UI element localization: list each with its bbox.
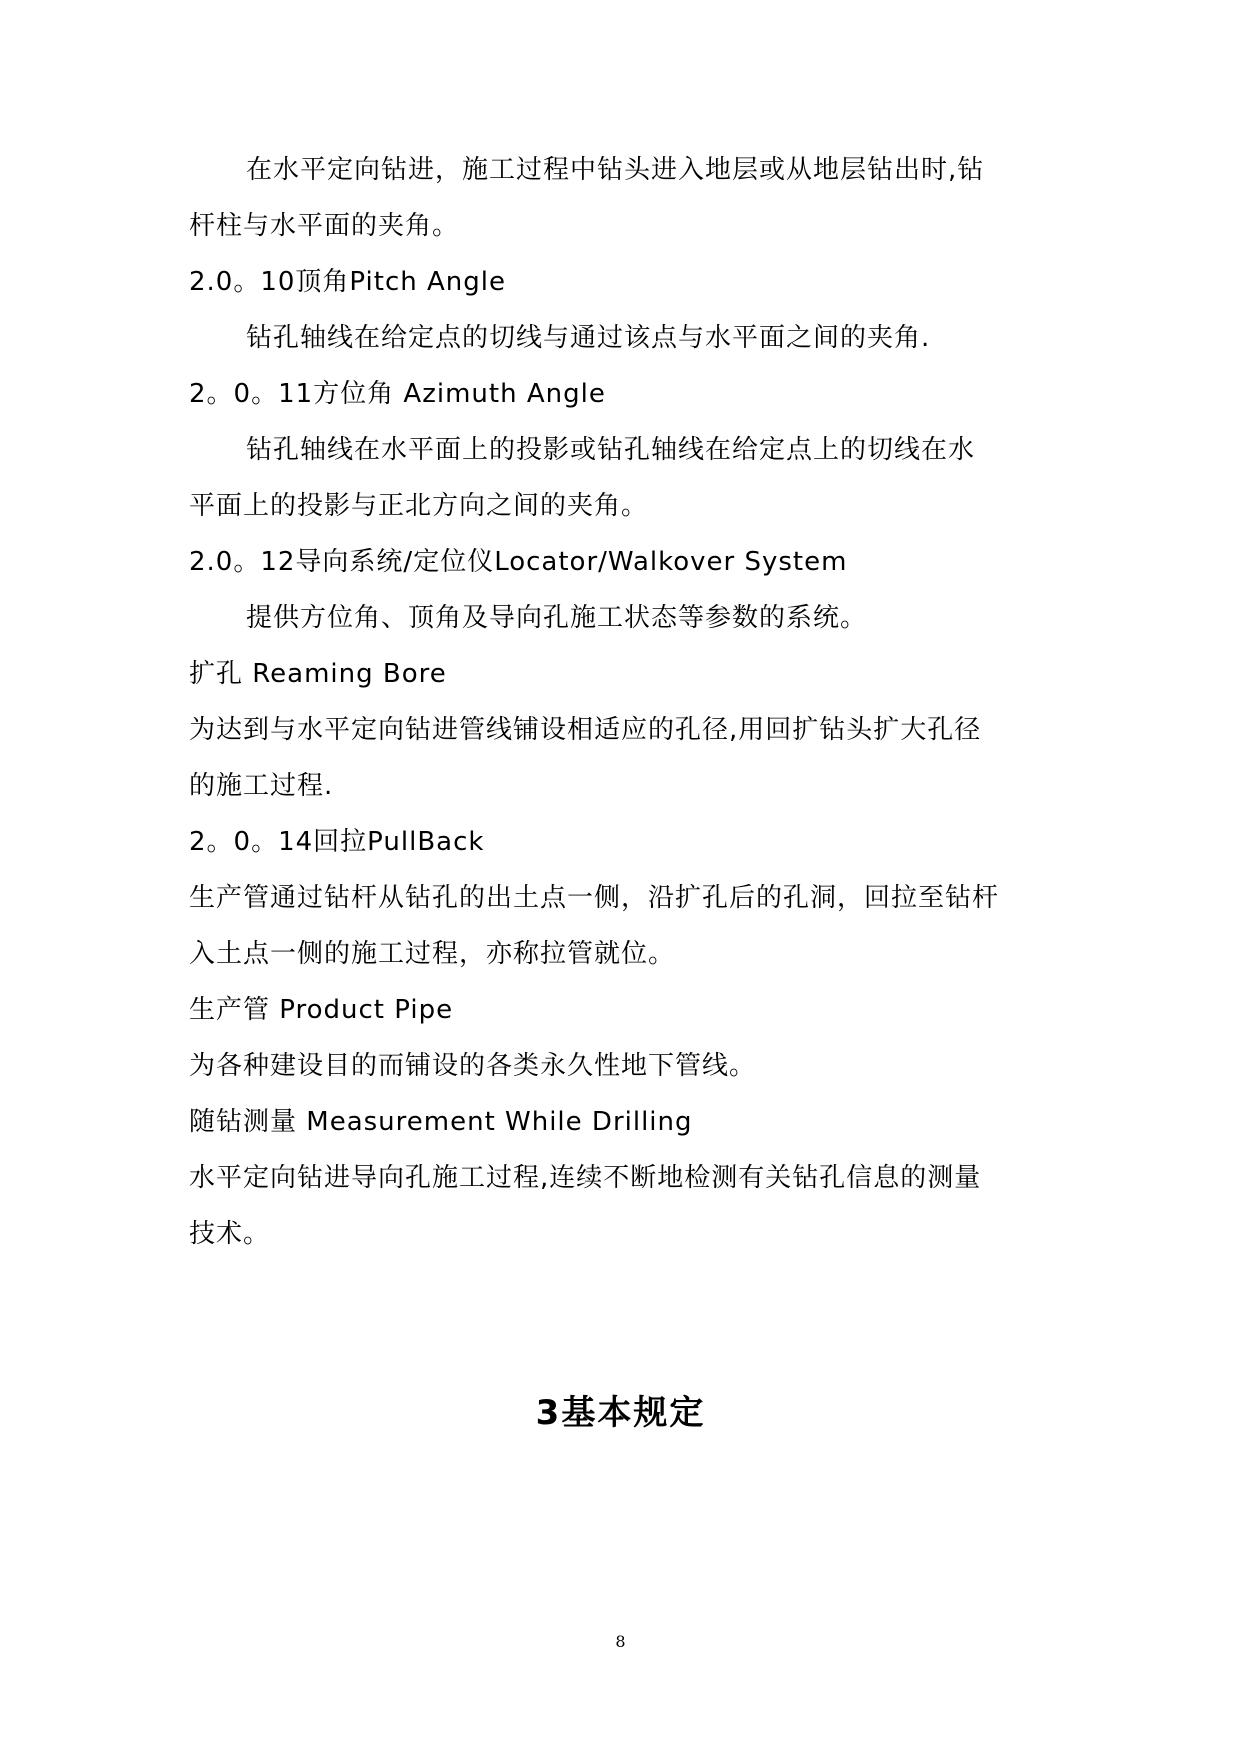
paragraph-line: 为各种建设目的而铺设的各类永久性地下管线。	[189, 1051, 757, 1081]
page-number: 8	[615, 1632, 626, 1651]
paragraph-line: 提供方位角、顶角及导向孔施工状态等参数的系统。	[246, 603, 868, 633]
paragraph-line: 的施工过程.	[189, 771, 334, 801]
term-heading: 生产管 Product Pipe	[189, 995, 454, 1025]
paragraph-line: 为达到与水平定向钻进管线铺设相适应的孔径,用回扩钻头扩大孔径	[189, 715, 982, 745]
term-heading: 2。0。11方位角 Azimuth Angle	[189, 379, 606, 409]
term-heading: 扩孔 Reaming Bore	[189, 659, 447, 689]
paragraph-line: 杆柱与水平面的夹角。	[189, 211, 460, 241]
paragraph-line: 技术。	[189, 1219, 271, 1249]
paragraph-line: 生产管通过钻杆从钻孔的出土点一侧，沿扩孔后的孔洞，回拉至钻杆	[189, 883, 1000, 913]
term-heading: 2.0。12导向系统/定位仪Locator/Walkover System	[189, 547, 848, 577]
paragraph-line: 水平定向钻进导向孔施工过程,连续不断地检测有关钻孔信息的测量	[189, 1163, 982, 1193]
paragraph-line: 在水平定向钻进，施工过程中钻头进入地层或从地层钻出时,钻	[246, 155, 985, 185]
term-heading: 2。0。14回拉PullBack	[189, 827, 485, 857]
section-heading: 3基本规定	[535, 1393, 706, 1433]
paragraph-line: 入土点一侧的施工过程，亦称拉管就位。	[189, 939, 676, 969]
paragraph-line: 平面上的投影与正北方向之间的夹角。	[189, 491, 649, 521]
term-heading: 随钻测量 Measurement While Drilling	[189, 1107, 693, 1137]
paragraph-line: 钻孔轴线在水平面上的投影或钻孔轴线在给定点上的切线在水	[246, 435, 976, 465]
term-heading: 2.0。10顶角Pitch Angle	[189, 267, 506, 297]
paragraph-line: 钻孔轴线在给定点的切线与通过该点与水平面之间的夹角.	[246, 323, 931, 353]
